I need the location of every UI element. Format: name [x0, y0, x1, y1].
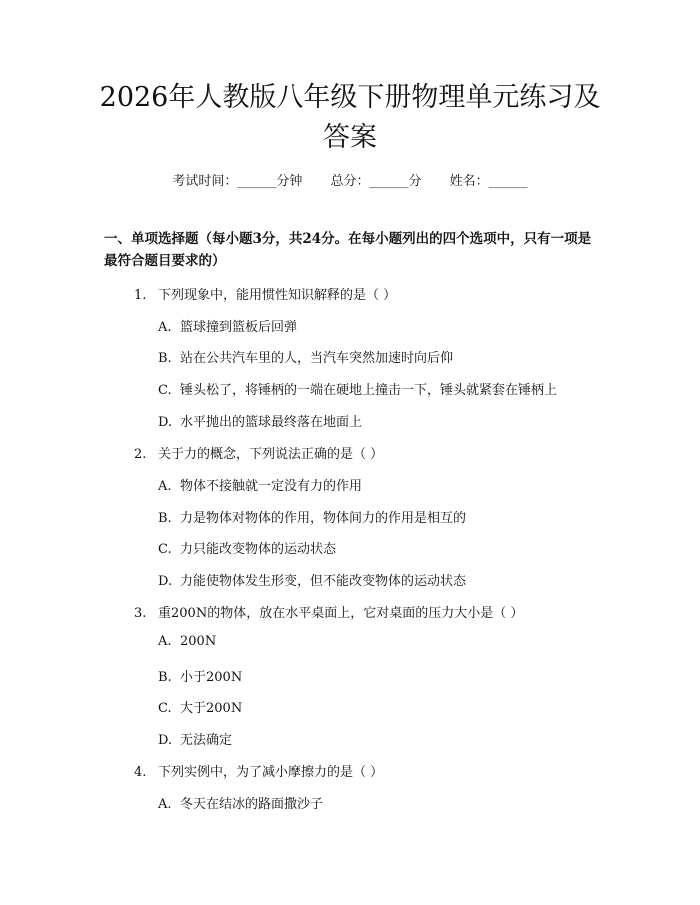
option-letter: C. [158, 383, 172, 398]
option-3b [158, 666, 242, 685]
option-4a [158, 793, 323, 812]
option-3d [158, 729, 232, 748]
option-1b [158, 347, 453, 366]
option-2a [158, 475, 362, 494]
question-number: 4. [134, 765, 147, 780]
question-number: 2. [134, 447, 147, 462]
option-text: 无法确定 [180, 733, 233, 748]
option-text: 小于200N [180, 670, 243, 685]
option-letter: D. [158, 415, 173, 430]
option-3c [158, 697, 242, 716]
option-text: 力是物体对物体的作用，物体间力的作用是相互的 [180, 511, 467, 526]
option-1c [158, 379, 557, 398]
question-2 [134, 443, 383, 462]
option-text: 水平抛出的篮球最终落在地面上 [180, 415, 363, 430]
option-letter: B. [158, 351, 172, 366]
option-text: 力能使物体发生形变，但不能改变物体的运动状态 [180, 574, 467, 589]
option-1d [158, 411, 362, 430]
question-3 [134, 602, 523, 621]
option-letter: C. [158, 701, 172, 716]
question-text: 重200N的物体，放在水平桌面上，它对桌面的压力大小是（ ） [158, 606, 524, 621]
option-1a [158, 316, 297, 335]
question-number: 3. [134, 606, 147, 621]
question-4 [134, 761, 383, 780]
option-letter: B. [158, 511, 172, 526]
question-number: 1. [134, 288, 147, 303]
option-2b [158, 507, 466, 526]
section-heading: 一、单项选择题（每小题3分，共24分。在每小题列出的四个选项中，只有一项是最符合题目要求的） [104, 231, 592, 269]
option-text: 冬天在结冰的路面撒沙子 [180, 797, 324, 812]
option-letter: A. [158, 797, 172, 812]
document-title: 2026年人教版八年级下册物理单元练习及答案 [99, 82, 601, 153]
option-text: 大于200N [180, 701, 243, 716]
option-letter: D. [158, 574, 173, 589]
student-name-field: 姓名：______ [449, 174, 528, 189]
option-2d [158, 570, 466, 589]
option-2c [158, 538, 336, 557]
question-text: 下列现象中，能用惯性知识解释的是（ ） [158, 288, 397, 303]
option-text: 篮球撞到篮板后回弹 [180, 320, 298, 335]
option-text: 200N [180, 634, 217, 649]
question-text: 下列实例中，为了减小摩擦力的是（ ） [158, 765, 384, 780]
option-letter: A. [158, 634, 172, 649]
option-3a [158, 634, 216, 649]
option-text: 站在公共汽车里的人，当汽车突然加速时向后仰 [180, 351, 454, 366]
option-text: 物体不接触就一定没有力的作用 [180, 479, 363, 494]
total-score-field: 总分：______分 [330, 174, 422, 189]
option-letter: A. [158, 479, 172, 494]
option-letter: C. [158, 542, 172, 557]
option-text: 力只能改变物体的运动状态 [180, 542, 337, 557]
question-text: 关于力的概念，下列说法正确的是（ ） [158, 447, 384, 462]
option-text: 锤头松了，将锤柄的一端在硬地上撞击一下，锤头就紧套在锤柄上 [180, 383, 558, 398]
exam-meta [0, 170, 700, 189]
option-letter: A. [158, 320, 172, 335]
option-letter: B. [158, 670, 172, 685]
option-letter: D. [158, 733, 173, 748]
exam-time-field: 考试时间：______分钟 [172, 174, 303, 189]
question-1 [134, 284, 396, 303]
